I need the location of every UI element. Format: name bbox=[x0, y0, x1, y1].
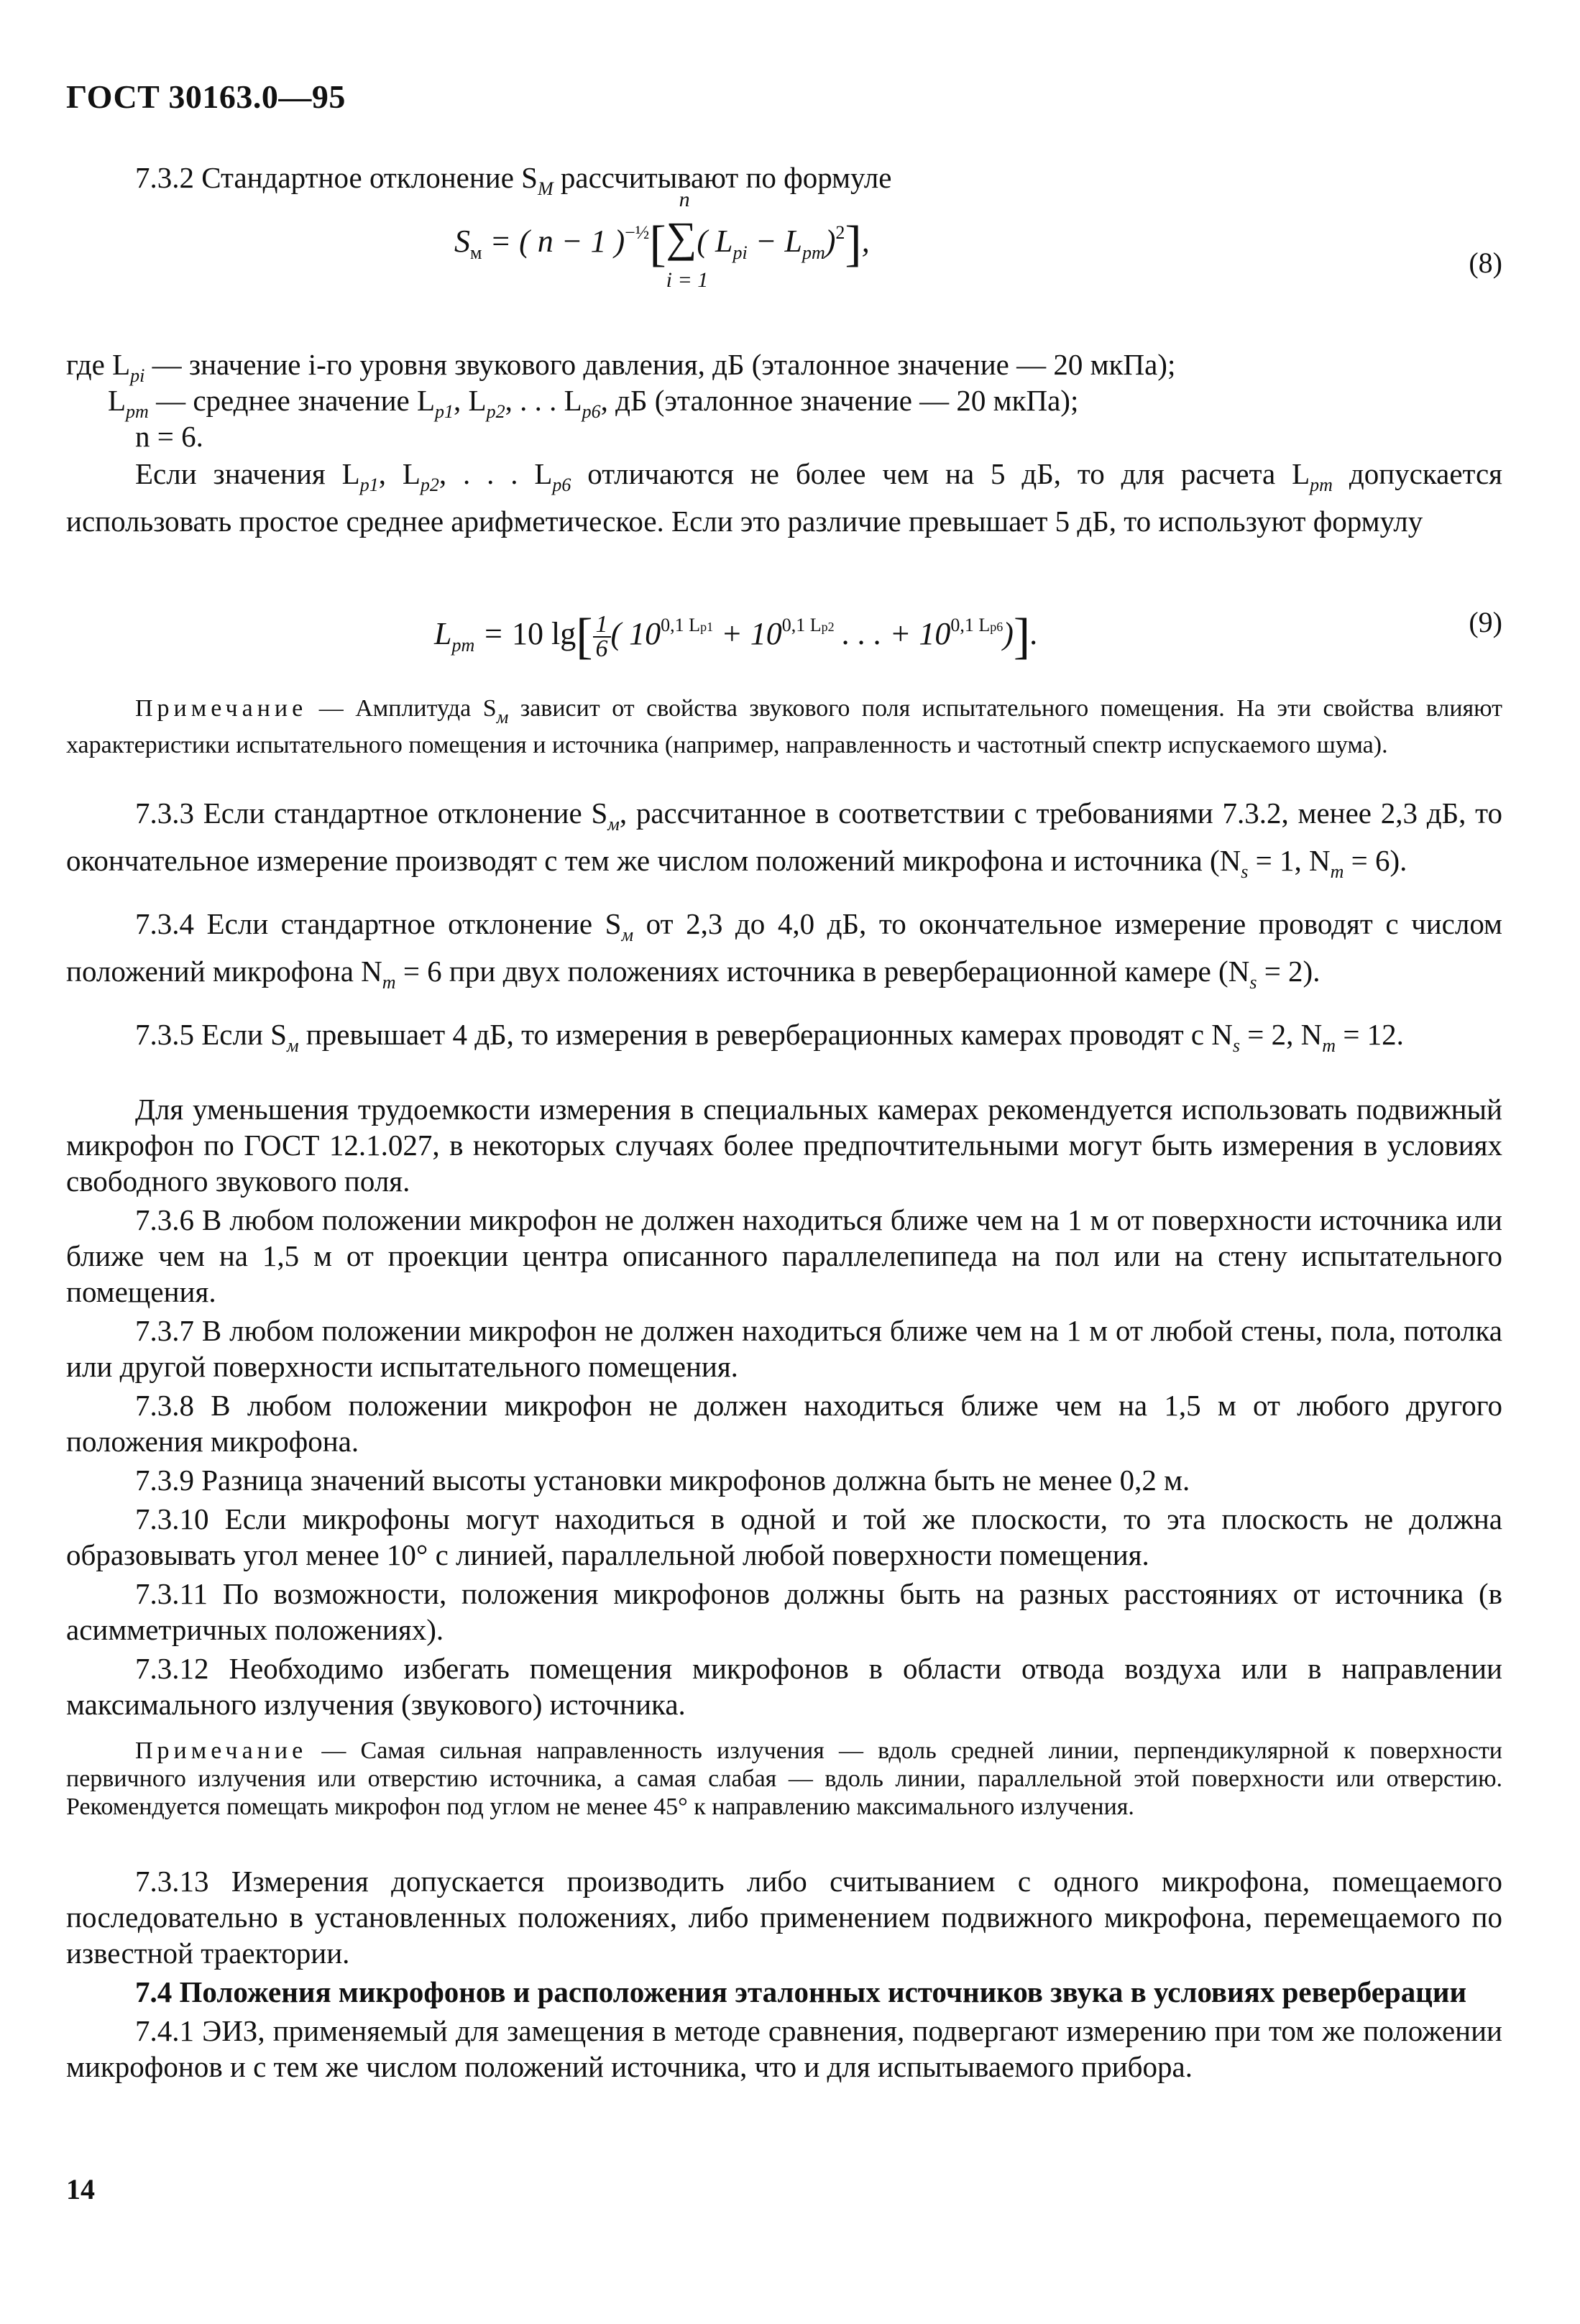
paragraph-7-3-2 bbox=[66, 160, 1502, 207]
text: , рассчитанное в соответствии с требованиями 7.3.2, менее 2,3 дБ, то окончательное измерение производят с тем же числом положений микрофона и источника (N bbox=[66, 796, 1502, 877]
note-label: Примечание bbox=[135, 695, 308, 722]
equation-number-8: (8) bbox=[1469, 247, 1502, 279]
paragraph-7-3-9: 7.3.9 Разница значений высоты установки микрофонов должна быть не менее 0,2 м. bbox=[135, 1464, 1190, 1497]
text: 7.3.5 Если S bbox=[135, 1018, 287, 1051]
text: отличаются не более чем на 5 дБ, то для расчета L bbox=[571, 457, 1310, 490]
note-text: — Амплитуда S bbox=[307, 695, 497, 722]
paragraph-7-3-3: 7.3.3 Если стандартное отклонение $S_м$, рассчитанное в соответствии с требованиями 7.3.2, менее 2,3 дБ, то окончательное измерение производят с тем же числом положений микрофона и источника ($N_s = 1$, $N_m = 6$). bbox=[66, 796, 1502, 882]
paragraph-7-3-5-note: Для уменьшения трудоемкости измерения в специальных камерах рекомендуется использовать подвижный микрофон по ГОСТ 12.1.027, в некоторых случаях более предпочтительными могут быть измерения в условиях свободного звукового поля. bbox=[66, 1093, 1502, 1198]
note-text: зависит от свойства звукового поля испытательного помещения. На эти свойства влияют характеристики испытательного помещения и источника (например, направленность и частотный спектр испускаемого шума). bbox=[66, 695, 1502, 758]
equation-number-9: (9) bbox=[1469, 606, 1502, 638]
document-header: ГОСТ 30163.0—95 bbox=[66, 78, 346, 115]
text: = 6). bbox=[1344, 844, 1407, 877]
text: — значение i-го уровня звукового давления, дБ (эталонное значение — 20 мкПа); bbox=[144, 348, 1176, 381]
subscript: М bbox=[537, 178, 554, 199]
text: от 2,3 до 4,0 дБ, то окончательное измерение проводят с числом положений микрофона N bbox=[66, 907, 1502, 988]
paragraph-7-4-1: 7.4.1 ЭИЗ, применяемый для замещения в методе сравнения, подвергают измерению при том же положении микрофонов и с тем же числом положений источника, что и для испытываемого прибора. bbox=[66, 2014, 1502, 2083]
text: 7.3.3 Если стандартное отклонение S bbox=[135, 796, 608, 830]
note-label: Примечание bbox=[135, 1737, 308, 1764]
paragraph-text: 7.3.2 Стандартное отклонение S bbox=[135, 161, 538, 194]
note-1: Примечание — Амплитуда $S_м$ зависит от свойства звукового поля испытательного помещения. На эти свойства влияют характеристики испытательного помещения и источника (например, направленность и частотный спектр испускаемого шума). bbox=[66, 695, 1502, 758]
subscript: pm bbox=[126, 401, 149, 422]
subscript: pi bbox=[130, 365, 145, 386]
text: , дБ (эталонное значение — 20 мкПа); bbox=[600, 384, 1079, 417]
paragraph-7-3-8: 7.3.8 В любом положении микрофон не должен находиться ближе чем на 1,5 м от любого другого положения микрофона. bbox=[66, 1389, 1502, 1458]
formula-9: $L_{pm} = 10$ lg[ $\frac{1}{6}$ ( $10^{0,1 Lp1} + 10^{0,1 Lp2}$ . . . + $10^{0,1 Lp6}$)]. bbox=[434, 609, 1039, 664]
text: 7.3.4 Если стандартное отклонение S bbox=[135, 907, 622, 940]
definition-n: n = 6. bbox=[135, 420, 203, 453]
text: где L bbox=[66, 348, 131, 381]
paragraph-7-3-11: 7.3.11 По возможности, положения микрофонов должны быть на разных расстояниях от источника (в асимметричных положениях). bbox=[66, 1577, 1502, 1646]
paragraph-text: рассчитывают по формуле bbox=[553, 161, 892, 194]
text: = 2, N bbox=[1240, 1018, 1323, 1051]
text: допускается использовать простое среднее арифметическое. Если это различие превышает 5 дБ, то используют формулу bbox=[66, 457, 1502, 538]
text: = 1, N bbox=[1248, 844, 1331, 877]
text: — среднее значение L bbox=[148, 384, 436, 417]
paragraph-7-3-4: 7.3.4 Если стандартное отклонение $S_м$ от 2,3 до 4,0 дБ, то окончательное измерение проводят с числом положений микрофона $N_m = 6$ при двух положениях источника в реверберационной камере $(N_s = 2)$. bbox=[66, 907, 1502, 993]
text: = 12. bbox=[1336, 1018, 1404, 1051]
text: Если значения L bbox=[135, 457, 360, 490]
text: превышает 4 дБ, то измерения в реверберационных камерах проводят с N bbox=[298, 1018, 1233, 1051]
paragraph-7-3-5: 7.3.5 Если $S_м$ превышает 4 дБ, то измерения в реверберационных камерах проводят с $N_s = 2$, $N_m = 12$. bbox=[135, 1018, 1404, 1056]
paragraph-7-3-7: 7.3.7 В любом положении микрофон не должен находиться ближе чем на 1 м от любой стены, пола, потолка или другой поверхности испытательного помещения. bbox=[66, 1314, 1502, 1383]
text: L bbox=[108, 384, 127, 417]
note-text: — Самая сильная направленность излучения — вдоль средней линии, перпендикулярной к поверхности первичного излучения или отверстию источника, а самая слабая — вдоль линии, параллельной этой поверхности или отверстию. Рекомендуется помещать микрофон под углом не менее 45° к направлению максимального излучения. bbox=[66, 1737, 1502, 1820]
definition-lpm: $L_{pm}$ — среднее значение $L_{p1}$, $L_{p2}$, . . . $L_{p6}$, дБ (эталонное значение — 20 мкПа); bbox=[108, 384, 1079, 422]
paragraph-7-3-13: 7.3.13 Измерения допускается производить либо считыванием с одного микрофона, помещаемого последовательно в установленных положениях, либо применением подвижного микрофона, перемещаемого по известной траектории. bbox=[66, 1865, 1502, 1970]
paragraph-7-3-12: 7.3.12 Необходимо избегать помещения микрофонов в области отвода воздуха или в направлении максимального излучения (звукового) источника. bbox=[66, 1652, 1502, 1721]
note-2 bbox=[66, 1737, 1502, 1821]
paragraph-7-3-10: 7.3.10 Если микрофоны могут находиться в одной и той же плоскости, то эта плоскость не должна образовывать угол менее 10° с линией, параллельной любой поверхности помещения. bbox=[66, 1502, 1502, 1571]
paragraph-if-values: Если значения $L_{p1}$, $L_{p2}$, . . . $L_{p6}$ отличаются не более чем на 5 дБ, то для расчета $L_{pm}$ допускается использовать простое среднее арифметическое. Если это различие превышает 5 дБ, то используют формулу bbox=[66, 457, 1502, 538]
text: = 2). bbox=[1257, 955, 1321, 988]
paragraph-7-3-6: 7.3.6 В любом положении микрофон не должен находиться ближе чем на 1 м от поверхности источника или ближе чем на 1,5 м от проекции центра описанного параллелепипеда на пол или на стену испытательного помещения. bbox=[66, 1203, 1502, 1308]
section-heading-7-4: 7.4 Положения микрофонов и расположения эталонных источников звука в условиях реверберации bbox=[135, 1975, 1467, 2008]
text: = 6 при двух положениях источника в реверберационной камере (N bbox=[395, 955, 1250, 988]
formula-8: $S_м$ = ( n − 1 )$^{-\frac{1}{2}}$[ n ∑ i = 1 ( $L_{pi} - L_{pm})^2$], bbox=[454, 188, 870, 292]
page-number: 14 bbox=[66, 2173, 95, 2205]
